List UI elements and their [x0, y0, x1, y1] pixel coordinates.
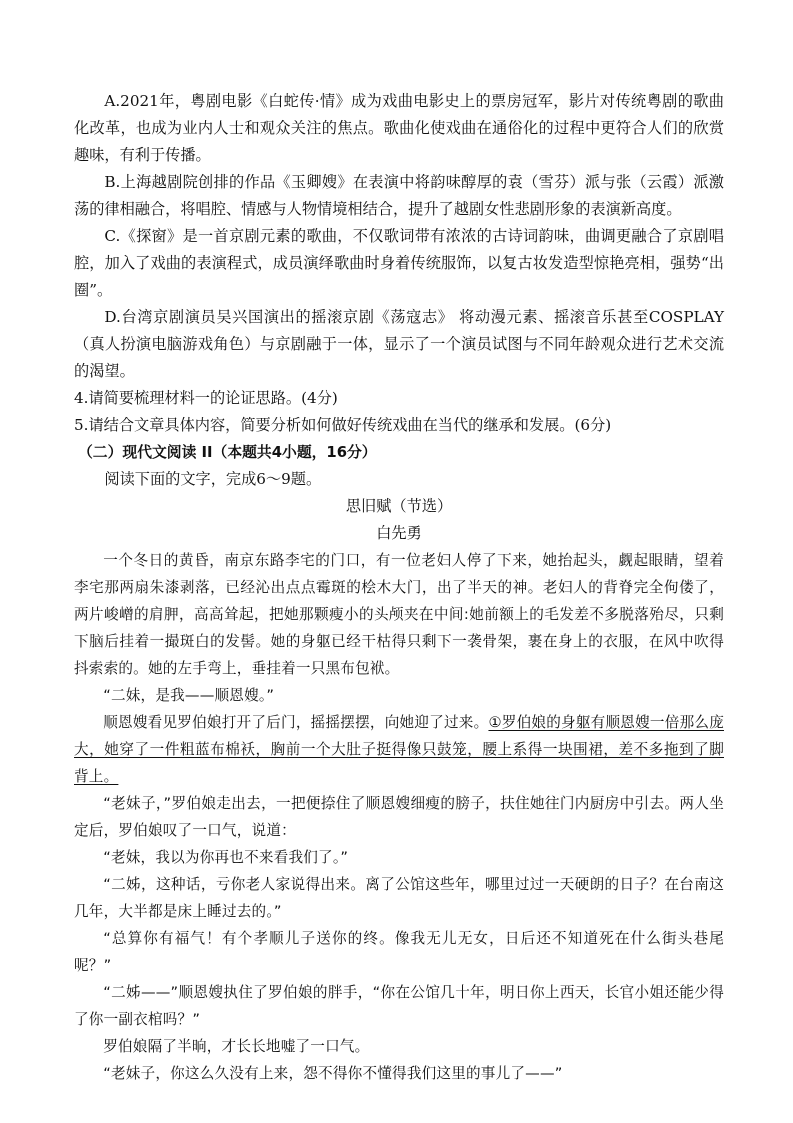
story-text: 顺恩嫂看见罗伯娘打开了后门，摇摇摆摆，向她迎了过来。 — [103, 714, 489, 731]
story-paragraph: “总算你有福气！有个孝顺儿子送你的终。像我无儿无女，日后还不知道死在什么街头巷尾呢？” — [74, 930, 724, 974]
story-paragraph: “二姊——”顺恩嫂执住了罗伯娘的胖手，“你在公馆几十年，明日你上西天，长官小姐还能少得了你一副衣棺吗？” — [74, 984, 724, 1028]
story-body — [74, 547, 724, 1087]
option-d: D.台湾京剧演员吴兴国演出的摇滚京剧《荡寇志》 将动漫元素、摇滚音乐甚至COSPLAY（真人扮演电脑游戏角色）与京剧融于一体，显示了一个演员试图与不同年龄观众进行艺术交流的渴望。 — [74, 308, 724, 380]
option-a: A.2021年，粤剧电影《白蛇传·情》成为戏曲电影史上的票房冠军，影片对传统粤剧的歌曲化改革，也成为业内人士和观众关注的焦点。歌曲化使戏曲在通俗化的过程中更符合人们的欣赏趣味，有利于传播。 — [74, 92, 724, 164]
story-title: 思旧赋（节选） — [345, 497, 453, 515]
story-paragraph: “二姊，这种话，亏你老人家说得出来。离了公馆这些年，哪里过过一天硬朗的日子？在台南这几年，大半都是床上睡过去的。” — [74, 876, 724, 920]
question-5: 5.请结合文章具体内容，简要分析如何做好传统戏曲在当代的继承和发展。(6分) — [74, 416, 612, 434]
underlined-sentence-1: ①罗伯娘的身躯有顺恩嫂一倍那么庞大，她穿了一件粗蓝布棉袄，胸前一个大肚子挺得像只鼓笼，腰上系得一块围裙，差不多拖到了脚背上。 — [74, 714, 724, 785]
story-paragraph — [74, 709, 724, 790]
section-heading: （二）现代文阅读 II（本题共4小题，16分） — [78, 444, 377, 461]
story-author: 白先勇 — [376, 524, 422, 542]
document-page — [74, 88, 724, 1087]
story-paragraph: “二妹，是我——顺恩嫂。” — [103, 687, 275, 704]
section-instruction: 阅读下面的文字，完成6～9题。 — [104, 470, 322, 488]
story-paragraph: “老妹子，”罗伯娘走出去，一把便捺住了顺恩嫂细瘦的膀子，扶住她往门内厨房中引去。两人坐定后，罗伯娘叹了一口气，说道： — [74, 795, 724, 839]
story-paragraph: 罗伯娘隔了半晌，才长长地嘘了一口气。 — [103, 1038, 370, 1055]
question-4: 4.请简要梳理材料一的论证思路。(4分) — [74, 389, 338, 407]
story-paragraph: “老妹，我以为你再也不来看我们了。” — [103, 849, 349, 866]
story-paragraph: 一个冬日的黄昏，南京东路李宅的门口，有一位老妇人停了下来，她抬起头，觑起眼睛，望着李宅那两扇朱漆剥落，已经沁出点点霉斑的桧木大门，出了半天的神。老妇人的背脊完全佝偻了，两片峻嶒的肩胛，高高耸起，把她那颗瘦小的头颅夹在中间:她前额上的毛发差不多脱落殆尽，只剩下脑后挂着一撮斑白的发髻。她的身躯已经干枯得只剩下一袭骨架，裹在身上的衣服，在风中吹得抖索索的。她的左手弯上，垂挂着一只黑布包袱。 — [74, 552, 724, 677]
option-c: C.《探窗》是一首京剧元素的歌曲，不仅歌词带有浓浓的古诗词韵味，曲调更融合了京剧唱腔，加入了戏曲的表演程式，成员演绎歌曲时身着传统服饰，以复古妆发造型惊艳亮相，强势“出圈”。 — [74, 227, 724, 299]
story-paragraph: “老妹子，你这么久没有上来，怨不得你不懂得我们这里的事儿了——” — [103, 1065, 563, 1082]
option-b: B.上海越剧院创排的作品《玉卿嫂》在表演中将韵味醇厚的袁（雪芬）派与张（云霞）派激荡的律相融合，将唱腔、情感与人物情境相结合，提升了越剧女性悲剧形象的表演新高度。 — [74, 173, 724, 218]
